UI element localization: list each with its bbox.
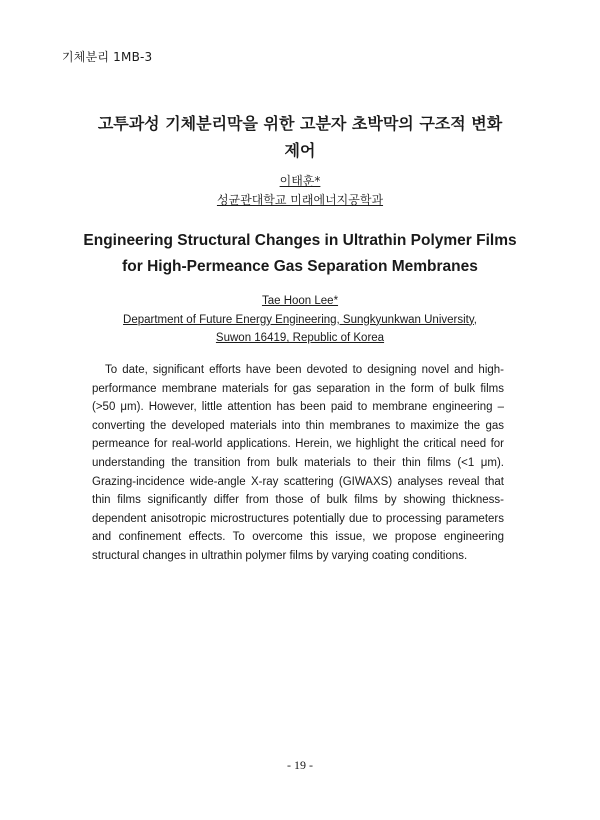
korean-author-block (0, 172, 600, 210)
korean-title-line-1: 고투과성 기체분리막을 위한 고분자 초박막의 구조적 변화 (97, 114, 503, 133)
page-number: - 19 - (287, 758, 313, 772)
english-affiliation-line-2: Suwon 16419, Republic of Korea (215, 332, 385, 344)
korean-affiliation: 성균관대학교 미래에너지공학과 (216, 193, 384, 207)
english-author-block (0, 292, 600, 348)
english-author: Tae Hoon Lee* (261, 295, 339, 307)
korean-author: 이태훈* (279, 174, 321, 188)
english-title-line-1: Engineering Structural Changes in Ultrathin Polymer Films (83, 232, 517, 249)
korean-title-line-2: 제어 (284, 141, 316, 160)
english-affiliation-line-1: Department of Future Energy Engineering, Sungkyunkwan University, (123, 313, 477, 326)
abstract-paragraph: To date, significant efforts have been devoted to designing novel and high-performance membrane materials for gas separation in the form of bulk films (>50 μm). However, little attention has been paid to membrane engineering – converting the developed materials into thin membranes to maximize the gas permeance for real-world applications. Herein, we highlight the critical need for understanding the transition from bulk materials to their thin films (<1 μm). Grazing-incidence wide-angle X-ray scattering (GIWAXS) analyses reveal that thin films significantly differ from those of bulk films by showing thickness-dependent anisotropic microstructures potentially due to processing parameters and confinement effects. To overcome this issue, we propose engineering structural changes in ultrathin polymer films by varying coating conditions. (92, 364, 504, 562)
korean-title (40, 110, 560, 164)
session-code: 기체분리 1MB-3 (62, 50, 153, 64)
english-title (40, 228, 560, 280)
english-title-line-2: for High-Permeance Gas Separation Membranes (122, 258, 478, 275)
